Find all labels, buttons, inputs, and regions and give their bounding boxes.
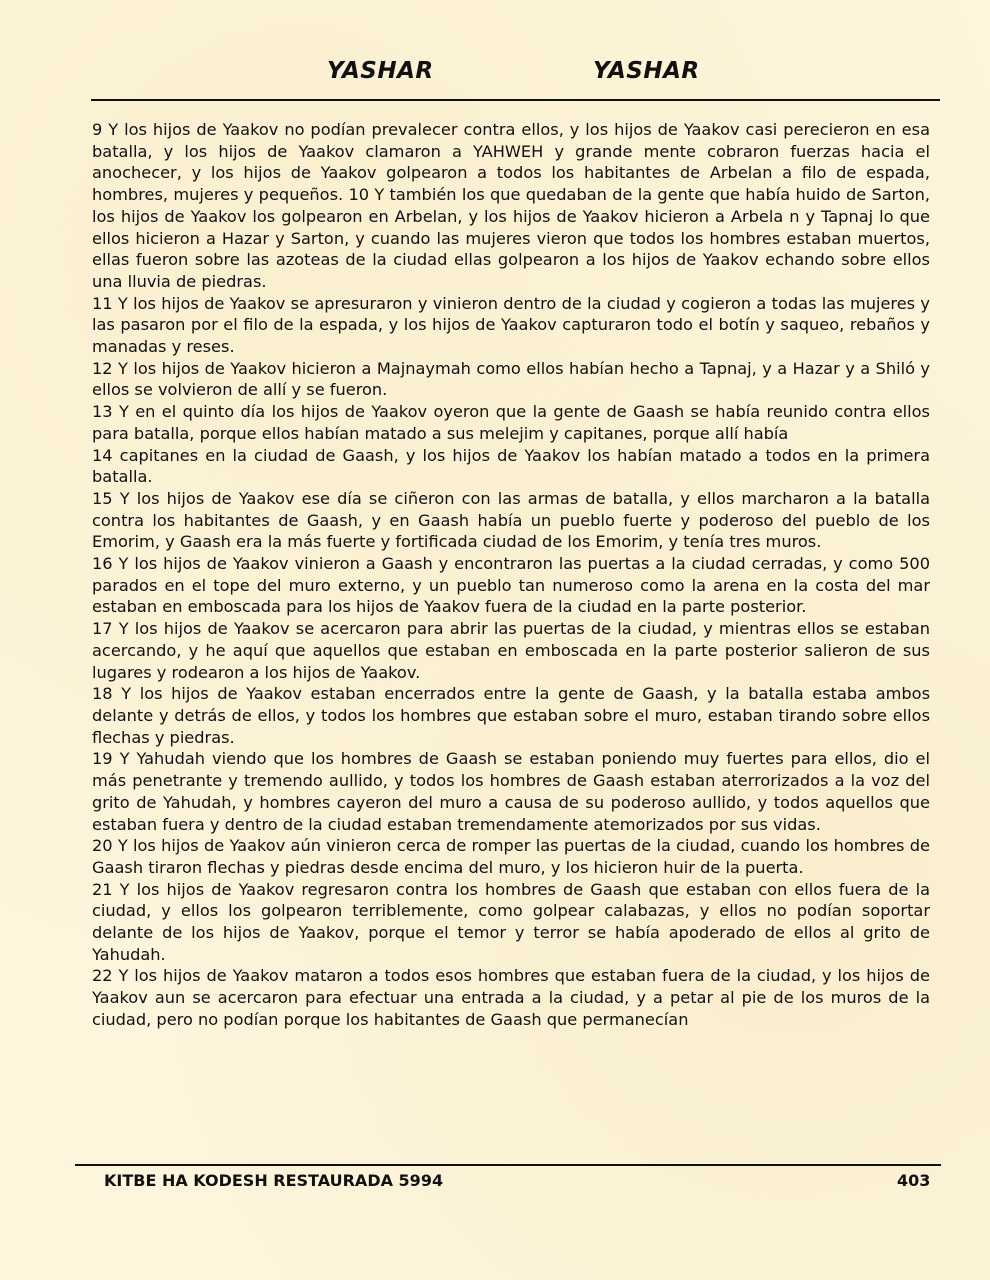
paragraph-verse-15: 15 Y los hijos de Yaakov ese día se ciñeron con las armas de batalla, y ellos marcharon a la batalla contra los habitantes de Gaash, y en Gaash había un pueblo fuerte y poderoso del pueblo de los Emorim, y Gaash era la más fuerte y fortificada ciudad de los Emorim, y tenía tres muros. [92, 488, 930, 552]
paragraph-verse-20: 20 Y los hijos de Yaakov aún vinieron cerca de romper las puertas de la ciudad, cuando los hombres de Gaash tiraron flechas y piedras desde encima del muro, y los hicieron huir de la puerta. [92, 836, 930, 877]
footer-divider [75, 1164, 941, 1166]
header-title-right: YASHAR [593, 58, 700, 84]
header-divider [91, 99, 940, 101]
paragraph-verse-19: 19 Y Yahudah viendo que los hombres de Gaash se estaban poniendo muy fuertes para ellos, dio el más penetrante y tremendo aullido, y todos los hombres de Gaash estaban aterrorizados a la voz del grito de Yahudah, y hombres cayeron del muro a causa de su poderoso aullido, y todos aquellos que estaban fuera y dentro de la ciudad estaban tremendamente atemorizados por sus vidas. [92, 749, 930, 834]
page-body [92, 119, 930, 1139]
paragraph-verse-16: 16 Y los hijos de Yaakov vinieron a Gaash y encontraron las puertas a la ciudad cerradas, y como 500 parados en el tope del muro externo, y un pueblo tan numeroso como la arena en la costa del mar estaban en emboscada para los hijos de Yaakov fuera de la ciudad en la parte posterior. [92, 554, 930, 617]
paragraph-verse-11: 11 Y los hijos de Yaakov se apresuraron y vinieron dentro de la ciudad y cogieron a todas las mujeres y las pasaron por el filo de la espada, y los hijos de Yaakov capturaron todo el botín y saqueo, rebaños y manadas y reses. [92, 293, 930, 357]
paragraph-verse-18: 18 Y los hijos de Yaakov estaban encerrados entre la gente de Gaash, y la batalla estaba ambos delante y detrás de ellos, y todos los hombres que estaban sobre el muro, estaban tirando sobre ellos flechas y piedras. [92, 684, 930, 747]
footer-book-title: KITBE HA KODESH RESTAURADA 5994 [104, 1171, 444, 1190]
paragraph-verse-13: 13 Y en el quinto día los hijos de Yaakov oyeron que la gente de Gaash se había reunido contra ellos para batalla, porque ellos habían matado a sus melejim y capitanes, porque allí había [92, 402, 930, 443]
paragraph-verse-12: 12 Y los hijos de Yaakov hicieron a Majnaymah como ellos habían hecho a Tapnaj, y a Hazar y a Shiló y ellos se volvieron de allí y se fueron. [92, 358, 930, 400]
paragraph-verse-21: 21 Y los hijos de Yaakov regresaron contra los hombres de Gaash que estaban con ellos fuera de la ciudad, y ellos los golpearon terriblemente, como golpear calabazas, y ellos no podían soportar delante de los hijos de Yaakov, porque el temor y terror se había apoderado de ellos al grito de Yahudah. [92, 879, 930, 964]
paragraph-verses-9-10: 9 Y los hijos de Yaakov no podían prevalecer contra ellos, y los hijos de Yaakov casi perecieron en esa batalla, y los hijos de Yaakov clamaron a YAHWEH y grande mente cobraron fuerzas hacia el anochecer, y los hijos de Yaakov golpearon a todos los habitantes de Arbelan a filo de espada, hombres, mujeres y pequeños. 10 Y también los que quedaban de la gente que había huido de Sarton, los hijos de Yaakov los golpearon en Arbelan, y los hijos de Yaakov hicieron a Arbela n y Tapnaj lo que ellos hicieron a Hazar y Sarton, y cuando las mujeres vieron que todos los hombres estaban muertos, ellas fueron sobre las azoteas de la ciudad ellas golpearon a los hijos de Yaakov echando sobre ellos una lluvia de piedras. [92, 120, 930, 291]
paragraph-verse-22: 22 Y los hijos de Yaakov mataron a todos esos hombres que estaban fuera de la ciudad, y los hijos de Yaakov aun se acercaron para efectuar una entrada a la ciudad, y a petar al pie de los muros de la ciudad, pero no podían porque los habitantes de Gaash que permanecían [92, 966, 930, 1029]
page-number: 403 [897, 1171, 931, 1190]
paragraph-verse-14: 14 capitanes en la ciudad de Gaash, y los hijos de Yaakov los habían matado a todos en la primera batalla. [92, 445, 930, 487]
header-title-left: YASHAR [327, 58, 434, 84]
page-header [0, 58, 990, 92]
paragraph-verse-17: 17 Y los hijos de Yaakov se acercaron para abrir las puertas de la ciudad, y mientras ellos se estaban acercando, y he aquí que aquellos que estaban en emboscada en la parte posterior salieron de sus lugares y rodearon a los hijos de Yaakov. [92, 619, 930, 682]
